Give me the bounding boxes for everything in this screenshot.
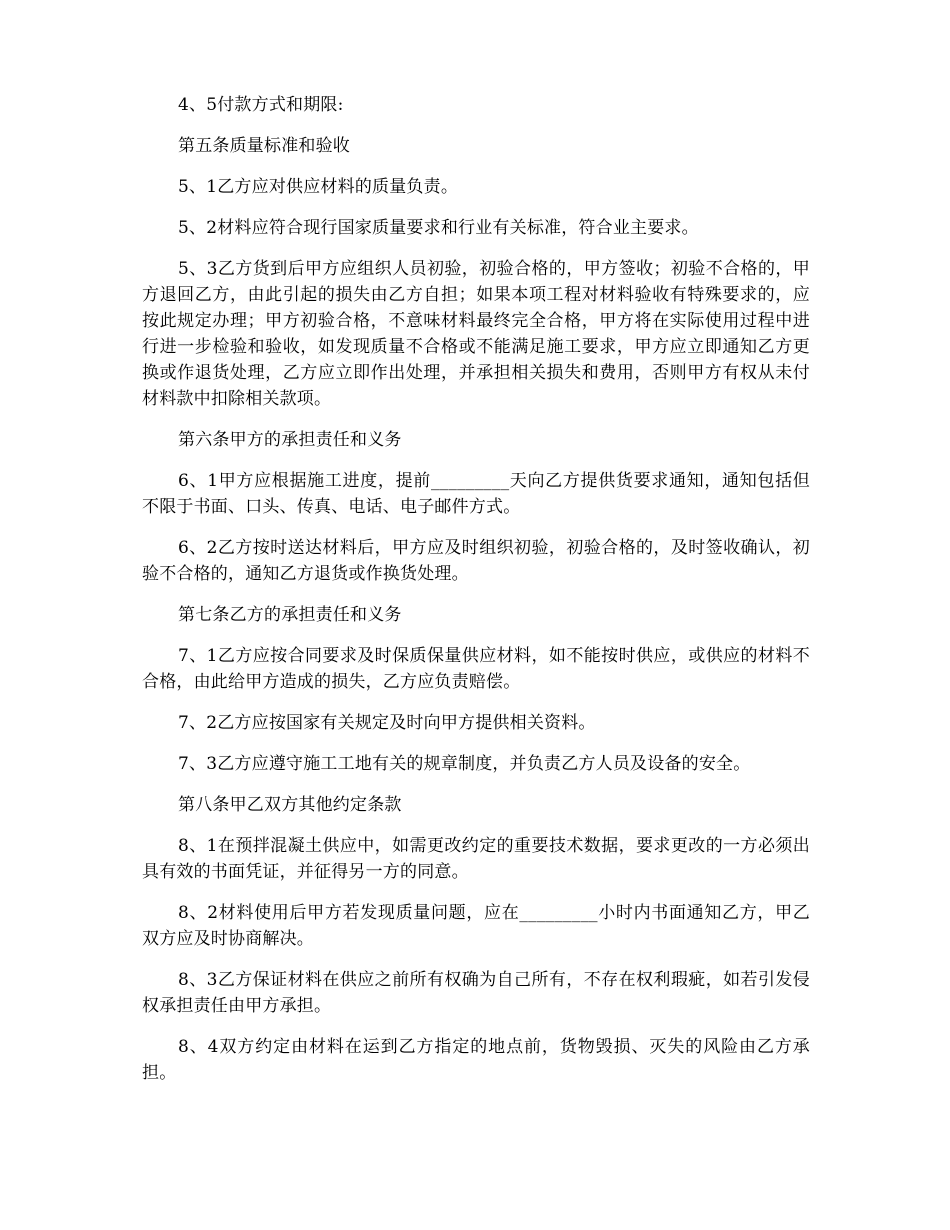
article-8-heading: 第八条甲乙双方其他约定条款 bbox=[178, 795, 402, 815]
clause-7-3: 7、3乙方应遵守施工工地有关的规章制度，并负责乙方人员及设备的安全。 bbox=[178, 754, 751, 774]
clause-8-1: 8、1在预拌混凝土供应中，如需更改约定的重要技术数据，要求更改的一方必须出具有效的书面凭证，并征得另一方的同意。 bbox=[142, 836, 810, 882]
clause-8-3: 8、3乙方保证材料在供应之前所有权确为自己所有，不存在权利瑕疵，如若引发侵权承担责任由甲方承担。 bbox=[142, 970, 810, 1016]
clause-4-5-payment: 4、5付款方式和期限: bbox=[178, 95, 344, 115]
clause-5-2: 5、2材料应符合现行国家质量要求和行业有关标准，符合业主要求。 bbox=[178, 218, 699, 238]
clause-7-1: 7、1乙方应按合同要求及时保质保量供应材料，如不能按时供应，或供应的材料不合格，由此给甲方造成的损失，乙方应负责赔偿。 bbox=[142, 646, 810, 692]
clause-8-4: 8、4双方约定由材料在运到乙方指定的地点前，货物毁损、灭失的风险由乙方承担。 bbox=[142, 1037, 810, 1083]
article-7-heading: 第七条乙方的承担责任和义务 bbox=[178, 605, 402, 625]
article-6-heading: 第六条甲方的承担责任和义务 bbox=[178, 430, 402, 450]
clause-6-1: 6、1甲方应根据施工进度，提前_________天向乙方提供货要求通知，通知包括但不限于书面、口头、传真、电话、电子邮件方式。 bbox=[142, 471, 810, 517]
clause-7-2: 7、2乙方应按国家有关规定及时向甲方提供相关资料。 bbox=[178, 713, 596, 733]
clause-6-2: 6、2乙方按时送达材料后，甲方应及时组织初验，初验合格的，及时签收确认，初验不合格的，通知乙方退货或作换货处理。 bbox=[142, 538, 810, 584]
clause-5-1: 5、1乙方应对供应材料的质量负责。 bbox=[178, 177, 459, 197]
clause-8-2: 8、2材料使用后甲方若发现质量问题，应在_________小时内书面通知乙方，甲乙双方应及时协商解决。 bbox=[142, 903, 810, 949]
document-body bbox=[142, 92, 810, 1101]
article-5-heading: 第五条质量标准和验收 bbox=[178, 136, 350, 156]
clause-5-3: 5、3乙方货到后甲方应组织人员初验，初验合格的，甲方签收；初验不合格的，甲方退回乙方，由此引起的损失由乙方自担；如果本项工程对材料验收有特殊要求的，应按此规定办理；甲方初验合格，不意味材料最终完全合格，甲方将在实际使用过程中进行进一步检验和验收，如发现质量不合格或不能满足施工要求，甲方应立即通知乙方更换或作退货处理，乙方应立即作出处理，并承担相关损失和费用，否则甲方有权从未付材料款中扣除相关款项。 bbox=[142, 259, 810, 409]
